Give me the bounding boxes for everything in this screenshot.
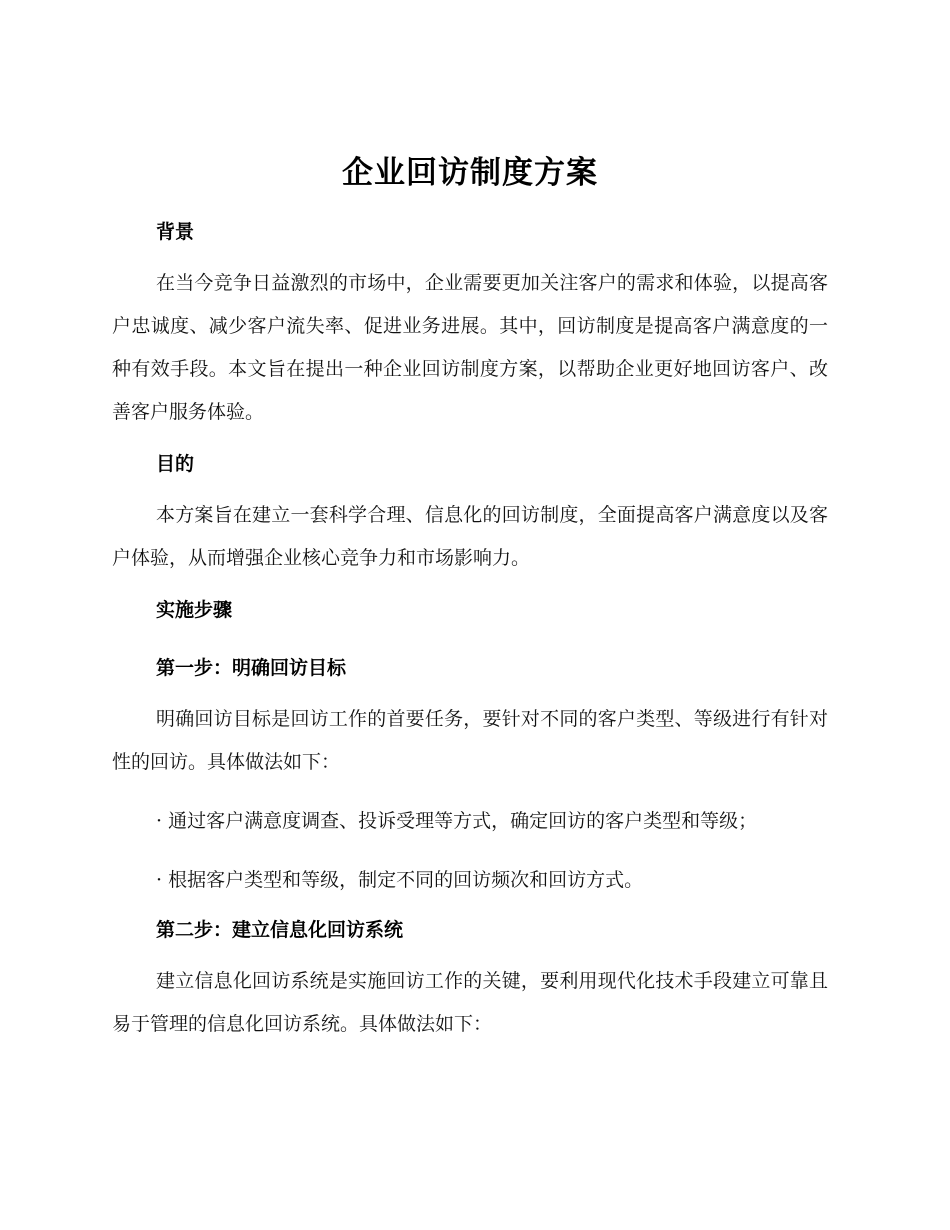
paragraph-step2: 建立信息化回访系统是实施回访工作的关键，要利用现代化技术手段建立可靠且易于管理的信息化回访系统。具体做法如下：	[112, 970, 828, 1035]
step1-heading: 第一步：明确回访目标	[156, 657, 347, 679]
paragraph-background: 在当今竞争日益激烈的市场中，企业需要更加关注客户的需求和体验，以提高客户忠诚度、减少客户流失率、促进业务进展。其中，回访制度是提高客户满意度的一种有效手段。本文旨在提出一种企业回访制度方案，以帮助企业更好地回访客户、改善客户服务体验。	[112, 272, 828, 423]
document-body	[112, 150, 828, 1046]
section-heading-purpose: 目的	[156, 453, 195, 475]
step2-heading: 第二步：建立信息化回访系统	[156, 919, 404, 941]
paragraph-step1: 明确回访目标是回访工作的首要任务，要针对不同的客户类型、等级进行有针对性的回访。具体做法如下：	[112, 708, 828, 773]
document-title: 企业回访制度方案	[342, 155, 598, 191]
section-heading-steps: 实施步骤	[156, 599, 233, 621]
step1-bullet-2: · 根据客户类型和等级，制定不同的回访频次和回访方式。	[156, 869, 644, 891]
step1-bullet-1: · 通过客户满意度调查、投诉受理等方式，确定回访的客户类型和等级；	[156, 810, 758, 832]
section-heading-background: 背景	[156, 221, 195, 243]
paragraph-purpose: 本方案旨在建立一套科学合理、信息化的回访制度，全面提高客户满意度以及客户体验，从而增强企业核心竞争力和市场影响力。	[112, 504, 828, 569]
